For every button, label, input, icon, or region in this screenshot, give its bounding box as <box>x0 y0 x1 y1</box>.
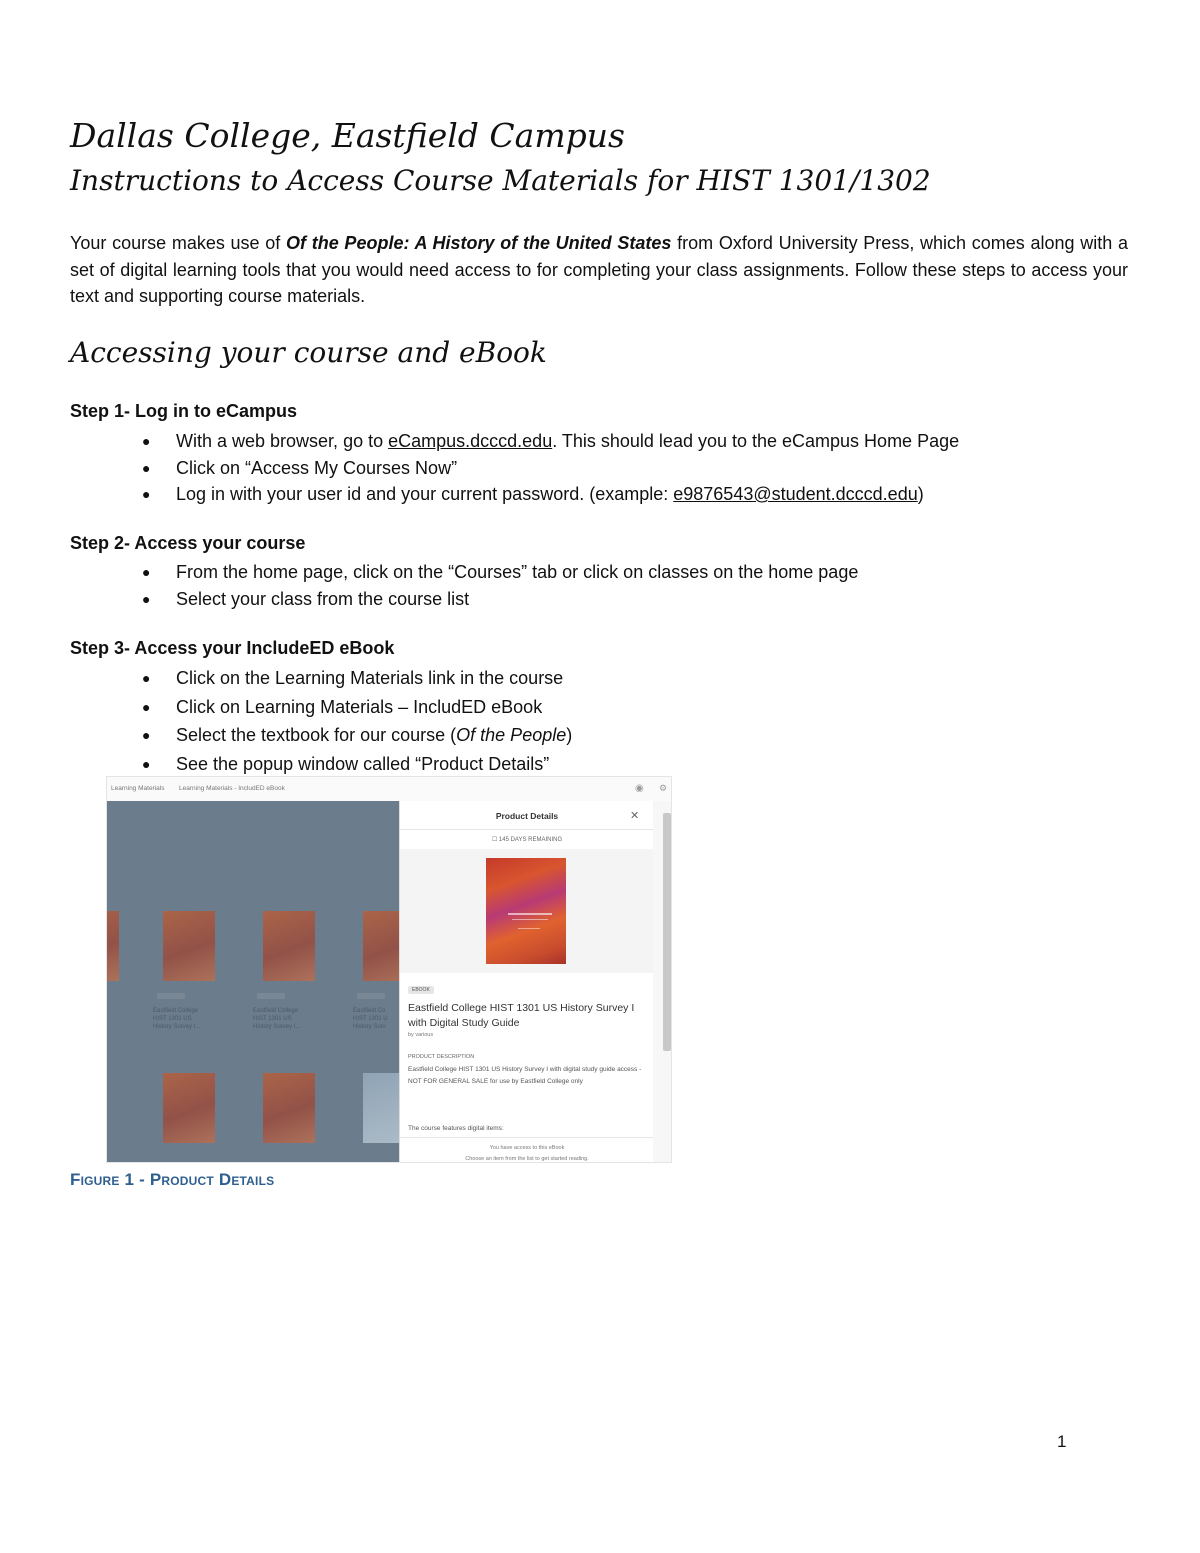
bullet-icon: ● <box>142 459 151 476</box>
description-heading: PRODUCT DESCRIPTION <box>408 1054 475 1060</box>
tile-line: Eastfield College <box>153 1008 199 1014</box>
document-subtitle: Instructions to Access Course Materials for HIST 1301/1302 <box>70 164 931 197</box>
page-number: 1 <box>1057 1432 1067 1451</box>
step3-item3-text: Select the textbook for our course ( <box>176 725 457 745</box>
bullet-icon: ● <box>142 564 151 580</box>
section-heading: Accessing your course and eBook <box>70 336 547 369</box>
example-email-link[interactable]: e9876543@student.dcccd.edu <box>673 484 918 504</box>
step3-item4-text: See the popup window called “Product Details” <box>176 753 550 774</box>
book-cover-thumbnail <box>363 1073 399 1143</box>
bullet-icon: ● <box>142 698 151 715</box>
description-text: Eastfield College HIST 1301 US History Survey I with digital study guide access - NOT FOR GENERAL SALE for use by Eastfield College only <box>408 1066 642 1085</box>
bullet-icon: ● <box>142 727 151 743</box>
book-grid-overlay <box>107 801 399 1163</box>
book-cover-thumbnail <box>263 911 315 981</box>
tile-line: HIST 1301 US <box>253 1016 292 1022</box>
tile-title <box>153 1007 200 1031</box>
product-author: by various <box>408 1032 434 1038</box>
step1-list <box>70 428 959 508</box>
tile-title <box>253 1007 300 1031</box>
bullet-icon: ● <box>142 486 151 502</box>
list-item <box>70 751 572 778</box>
figure-breadcrumb-bar <box>107 777 672 802</box>
product-details-panel <box>399 801 654 1163</box>
divider <box>400 1137 654 1138</box>
ebook-badge: EBOOK <box>408 986 434 994</box>
product-details-screenshot <box>106 776 672 1163</box>
book-cover-thumbnail <box>263 1073 315 1143</box>
step3-item1-text: Click on the Learning Materials link in the course <box>176 668 564 688</box>
book-title: Of the People: A History of the United States <box>286 233 672 253</box>
step2-item2-text: Select your class from the course list <box>176 588 470 609</box>
step2-heading: Step 2- Access your course <box>70 533 306 553</box>
intro-paragraph <box>70 230 1128 310</box>
tile-line: History Surv <box>353 1024 386 1030</box>
step1-item3-text-end: ) <box>917 484 924 504</box>
book-cover-image <box>486 858 566 964</box>
step1-item3-text: Log in with your user id and your current password. (example: <box>176 484 674 504</box>
list-item <box>70 481 959 508</box>
step1-item2-text: Click on “Access My Courses Now” <box>176 457 458 478</box>
tile-line: Eastfield College <box>253 1008 299 1014</box>
gear-icon: ⚙ <box>659 783 668 793</box>
figure-caption: Figure 1 - Product Details <box>70 1170 275 1189</box>
tile-badge <box>257 993 285 999</box>
panel-title: Product Details <box>495 811 559 821</box>
step1-item1-text: With a web browser, go to <box>176 431 389 451</box>
access-message: You have access to this eBook <box>489 1145 565 1151</box>
step1-heading: Step 1- Log in to eCampus <box>70 401 298 421</box>
step2-list <box>70 559 858 612</box>
intro-before: Your course makes use of <box>70 233 287 253</box>
bullet-icon: ● <box>142 433 151 449</box>
bullet-icon: ● <box>142 755 151 772</box>
scrollbar-thumb[interactable] <box>663 813 671 1051</box>
list-item <box>70 722 572 749</box>
book-cover-thumbnail <box>163 1073 215 1143</box>
list-item <box>70 428 959 455</box>
tile-badge <box>157 993 185 999</box>
step3-item2-text: Click on Learning Materials – IncludED eBook <box>176 696 543 717</box>
step2-item1-text: From the home page, click on the “Courses” tab or click on classes on the home page <box>176 562 859 582</box>
book-cover-thumbnail <box>107 911 119 981</box>
document-title: Dallas College, Eastfield Campus <box>70 116 625 155</box>
book-short-title: Of the People <box>456 725 567 745</box>
features-text: The course features digital items: <box>408 1125 504 1132</box>
tile-line: History Survey I... <box>253 1024 301 1030</box>
step3-item3-text-end: ) <box>566 725 573 745</box>
ecampus-link[interactable]: eCampus.dcccd.edu <box>388 431 553 451</box>
breadcrumb-learning-materials: Learning Materials <box>111 785 165 792</box>
step3-list <box>70 665 572 777</box>
step3-heading: Step 3- Access your IncludeED eBook <box>70 638 395 658</box>
panel-scrollbar[interactable] <box>653 801 672 1163</box>
close-icon[interactable]: ✕ <box>630 810 640 822</box>
divider <box>400 829 654 830</box>
tile-line: History Survey I... <box>153 1024 201 1030</box>
intro-after: from Oxford University Press, which comes along with a set of digital learning tools that you would need access to for completing your class assignments. Follow these steps to access your text and supporting course materials. <box>70 233 1128 306</box>
list-item <box>70 694 572 721</box>
tile-badge <box>357 993 385 999</box>
bullet-icon: ● <box>142 590 151 607</box>
step1-item1-text-end: . This should lead you to the eCampus Home Page <box>552 431 960 451</box>
breadcrumb-included-ebook: Learning Materials - IncludED eBook <box>179 785 285 792</box>
tile-line: HIST 1301 U <box>353 1016 388 1022</box>
choose-item-message: Choose an item from the list to get started reading. <box>465 1156 589 1162</box>
list-item <box>70 586 858 613</box>
bullet-icon: ● <box>142 670 151 686</box>
tile-line: HIST 1301 US <box>153 1016 192 1022</box>
book-cover-thumbnail <box>163 911 215 981</box>
days-remaining: ☐ 145 DAYS REMAINING <box>491 837 563 843</box>
tile-line: Eastfield Co <box>353 1008 386 1014</box>
book-cover-thumbnail <box>363 911 399 981</box>
tile-title <box>353 1007 388 1031</box>
product-name: Eastfield College HIST 1301 US History Survey I with Digital Study Guide <box>408 1002 635 1029</box>
list-item <box>70 559 858 586</box>
eye-icon: ◉ <box>635 783 644 794</box>
list-item <box>70 455 959 482</box>
list-item <box>70 665 572 692</box>
